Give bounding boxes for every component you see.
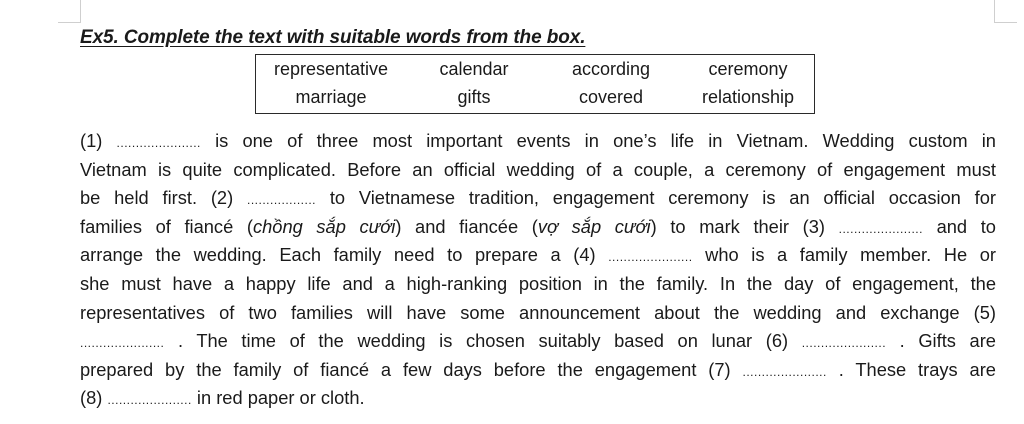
answer-blank-1[interactable]: ...................... xyxy=(116,136,201,150)
passage-line: be held first. (2) .................. to Vietnamese tradition, engagement ceremony is an official occasion for xyxy=(80,184,996,213)
word-option: marriage xyxy=(295,87,367,107)
word-option: covered xyxy=(578,87,644,107)
answer-blank-8[interactable]: ...................... xyxy=(107,393,192,408)
passage-line: she must have a happy life and a high-ranking position in the family. In the day of engagement, the xyxy=(80,272,996,294)
answer-blank-7[interactable]: ...................... xyxy=(742,364,827,379)
word-option: calendar xyxy=(439,59,509,79)
word-option: representative xyxy=(273,59,389,79)
answer-blank-2[interactable]: .................. xyxy=(246,193,316,208)
word-option: according xyxy=(571,59,651,79)
exercise-title: Ex5. Complete the text with suitable words from the box. xyxy=(80,27,586,48)
answer-blank-5[interactable]: ...................... xyxy=(80,336,165,351)
word-option: gifts xyxy=(457,87,491,107)
page-corner-mark xyxy=(58,0,81,23)
passage-line: prepared by the family of fiancé a few days before the engagement (7) ...................... . These trays are xyxy=(80,356,996,385)
word-box-row xyxy=(256,57,814,85)
passage-line: (1) ...................... is one of three most important events in one’s life in Vietnam. Wedding custom in xyxy=(80,127,996,156)
passage-line: families of fiancé (chồng sắp cưới) and fiancée (vợ sắp cưới) to mark their (3) ...................... and to xyxy=(80,213,996,242)
passage-line: ...................... . The time of the wedding is chosen suitably based on lunar (6) ...................... . Gifts are xyxy=(80,327,996,356)
answer-blank-6[interactable]: ...................... xyxy=(801,336,887,351)
passage-line: Vietnam is quite complicated. Before an official wedding of a couple, a ceremony of engagement must xyxy=(80,158,996,180)
word-option: relationship xyxy=(701,87,795,107)
word-box xyxy=(255,54,815,114)
word-option: ceremony xyxy=(708,59,788,79)
passage-line: representatives of two families will have some announcement about the wedding and exchange (5) xyxy=(80,301,996,323)
page-corner-mark xyxy=(994,0,1017,23)
passage xyxy=(80,127,996,413)
passage-line: (8) ...................... in red paper or cloth. xyxy=(80,384,996,413)
answer-blank-4[interactable]: ...................... xyxy=(608,250,693,265)
word-box-row xyxy=(256,85,814,113)
answer-blank-3[interactable]: ...................... xyxy=(838,221,923,236)
passage-line: arrange the wedding. Each family need to prepare a (4) ...................... who is a family member. He or xyxy=(80,241,996,270)
